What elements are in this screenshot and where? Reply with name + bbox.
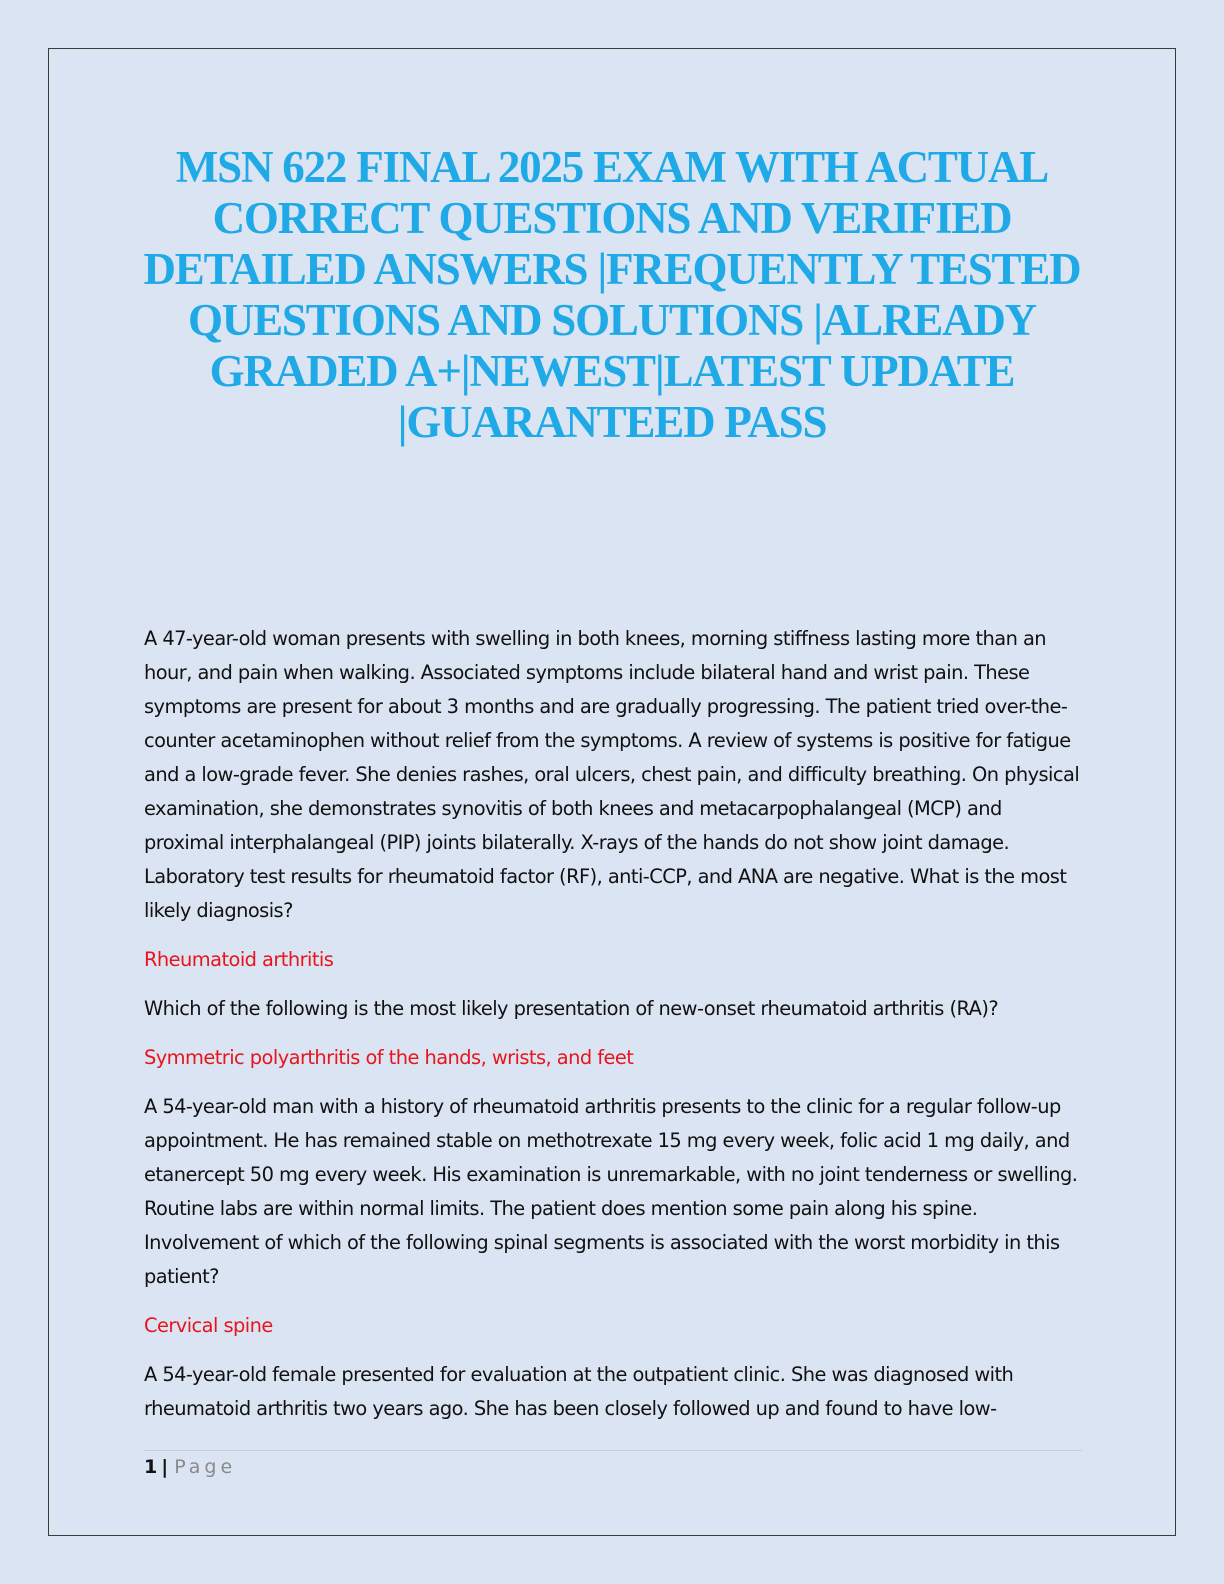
question-text: A 54-year-old female presented for evaluation at the outpatient clinic. She was diagnosed with rheumatoid arthritis two years ago. She has been closely followed up and found to have low- — [144, 1363, 1014, 1420]
answer-text: Cervical spine — [144, 1314, 273, 1337]
question-text: A 47-year-old woman presents with swelling in both knees, morning stiffness lasting more than an hour, and pain when walking. Associated symptoms include bilateral hand and wrist pain. These symptoms are present for about 3 months and are gradually progressing. The patient tried over-the-counter acetaminophen without relief from the symptoms. A review of systems is positive for fatigue and a low-grade fever. She denies rashes, oral ulcers, chest pain, and difficulty breathing. On physical examination, she demonstrates synovitis of both knees and metacarpophalangeal (MCP) and proximal interphalangeal (PIP) joints bilaterally. X-rays of the hands do not show joint damage. Laboratory test results for rheumatoid factor (RF), anti-CCP, and ANA are negative. What is the most likely diagnosis? — [144, 627, 1080, 922]
question-text: A 54-year-old man with a history of rheumatoid arthritis presents to the clinic for a regular follow-up appointment. He has remained stable on methotrexate 15 mg every week, folic acid 1 mg daily, and etanercept 50 mg every week. His examination is unremarkable, with no joint tenderness or swelling. Routine labs are within normal limits. The patient does mention some pain along his spine. Involvement of which of the following spinal segments is associated with the worst morbidity in this patient? — [144, 1095, 1078, 1288]
footer-divider — [144, 1450, 1082, 1451]
page-number: 1 — [144, 1456, 158, 1478]
page-label: Page — [174, 1456, 237, 1478]
answer-text: Rheumatoid arthritis — [144, 948, 334, 971]
document-title: MSN 622 FINAL 2025 EXAM WITH ACTUAL CORRECT QUESTIONS AND VERIFIED DETAILED ANSWERS |FREQUENTLY TESTED QUESTIONS AND SOLUTIONS |ALREADY GRADED A+|NEWEST|LATEST UPDATE |GUARANTEED PASS — [143, 142, 1081, 447]
document-body — [144, 622, 1084, 1441]
footer-separator: | — [161, 1456, 169, 1478]
question-text: Which of the following is the most likely presentation of new-onset rheumatoid arthritis (RA)? — [144, 997, 999, 1020]
page-footer — [144, 1456, 236, 1478]
answer-text: Symmetric polyarthritis of the hands, wrists, and feet — [144, 1046, 634, 1069]
